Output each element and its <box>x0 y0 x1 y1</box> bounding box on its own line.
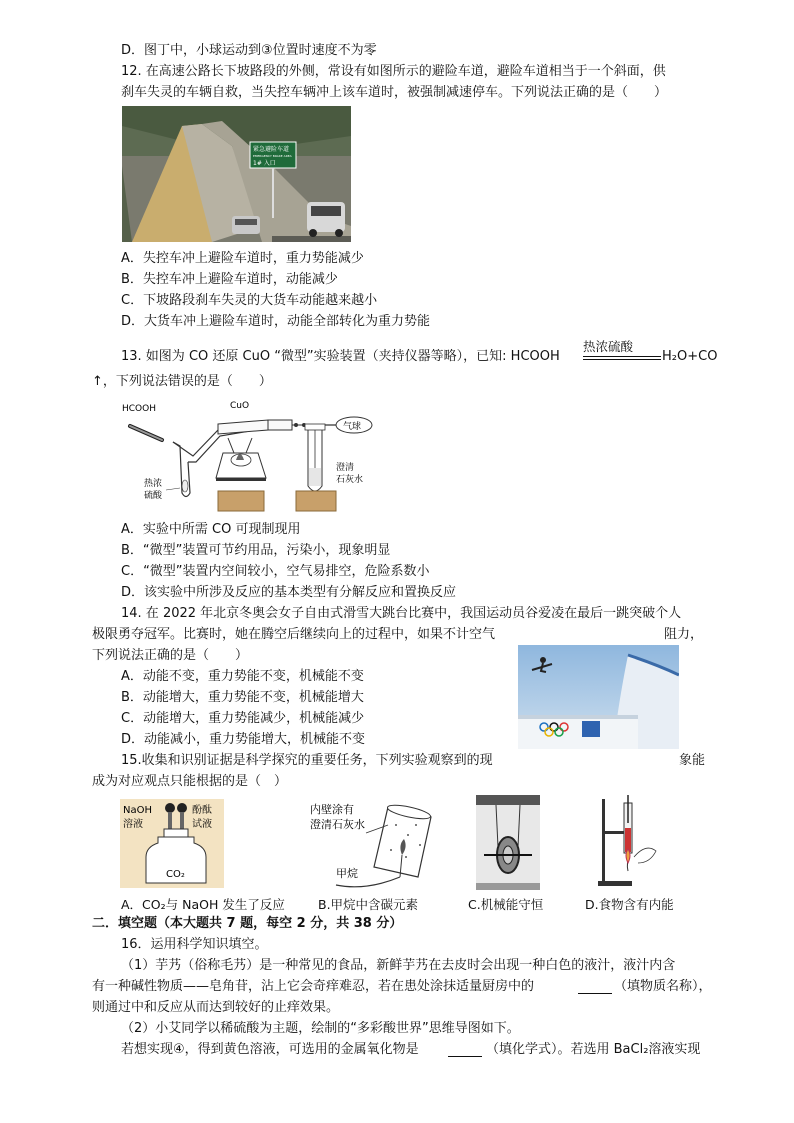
q14-stem-line2-tail: 阻力， <box>664 627 704 642</box>
ramp-sign-text1: 紧急避险车道 <box>253 146 290 153</box>
fig-a-naoh1: NaOH <box>123 805 152 816</box>
q14-option-a: A．动能不变，重力势能不变，机械能不变 <box>121 669 364 684</box>
q13-option-d: D．该实验中所涉及反应的基本类型有分解反应和置换反应 <box>121 585 457 600</box>
label-acid1: 热浓 <box>144 479 163 489</box>
q16-blank-2[interactable] <box>448 1044 482 1057</box>
q13-option-a: A．实验中所需 CO 可现制现用 <box>121 522 301 537</box>
q12-option-a: A．失控车冲上避险车道时，重力势能减少 <box>121 251 364 266</box>
section2-title: 二．填空题（本大题共 7 题，每空 2 分，共 38 分） <box>92 916 403 931</box>
q13-arrow-label: 热浓硫酸 <box>583 339 634 354</box>
q15-stem-line1-tail: 象能 <box>679 753 706 768</box>
q15-caption-c: C.机械能守恒 <box>468 897 544 912</box>
co-reduction-apparatus <box>118 398 378 513</box>
fig-a-phen1: 酚酞 <box>192 805 212 816</box>
ramp-sign-text3: 1# 入口 <box>253 160 276 167</box>
label-cuo: CuO <box>230 401 250 411</box>
q14-stem-line3: 下列说法正确的是（ ） <box>92 648 249 663</box>
q12-option-b: B．失控车冲上避险车道时，动能减少 <box>121 272 338 287</box>
label-lime1: 澄清 <box>336 463 355 473</box>
q14-stem-line1: 14. 在 2022 年北京冬奥会女子自由式滑雪大跳台比赛中，我国运动员谷爱凌在最后一跳突破个人 <box>121 606 682 621</box>
q14-stem-line2: 极限勇夺冠军。比赛时，她在腾空后继续向上的过程中，如果不计空气 <box>92 627 496 642</box>
fig-a-co2: CO₂ <box>166 869 185 880</box>
q15-caption-b: B.甲烷中含碳元素 <box>318 897 419 912</box>
q16-p3-line1-tail: （填化学式）。若选用 BaCl₂溶液实现 <box>486 1042 701 1057</box>
ski-jump-photo <box>518 645 679 749</box>
q16-intro: 16．运用科学知识填空。 <box>121 937 268 952</box>
q14-option-b: B．动能增大，重力势能不变，机械能增大 <box>121 690 364 705</box>
q16-p2-line1: （2）小艾同学以稀硫酸为主题，绘制的“多彩酸世界”思维导图如下。 <box>121 1021 520 1036</box>
fig-b-methane-beaker <box>296 795 446 893</box>
q16-p1-line2-tail: （填物质名称）， <box>614 979 712 994</box>
fig-a-phen2: 试液 <box>192 819 212 830</box>
label-hcooh: HCOOH <box>122 404 156 414</box>
q14-option-c: C．动能增大，重力势能减少，机械能减少 <box>121 711 365 726</box>
q12-stem-line2: 刹车失灵的车辆自救，当失控车辆冲上该车道时，被强制减速停车。下列说法正确的是（ ） <box>121 85 668 100</box>
label-lime2: 石灰水 <box>336 475 364 485</box>
fig-a-naoh2: 溶液 <box>123 819 143 830</box>
q15-caption-d: D.食物含有内能 <box>585 897 674 912</box>
q16-p3-line1: 若想实现④，得到黄色溶液，可选用的金属氧化物是 <box>121 1042 419 1057</box>
runaway-ramp-photo <box>122 106 351 242</box>
ramp-sign-text2: EMERGENCY BRAKE AREA <box>253 154 292 158</box>
q12-stem-line1: 12. 在高速公路长下坡路段的外侧，常设有如图所示的避险车道，避险车道相当于一个斜面，供 <box>121 64 666 79</box>
label-balloon: 气球 <box>343 422 362 432</box>
fig-b-l3: 甲烷 <box>336 867 358 880</box>
label-acid2: 硫酸 <box>144 491 163 501</box>
q13-products: H₂O+CO <box>662 349 718 364</box>
fig-c-maxwell-wheel <box>476 795 540 890</box>
q16-p1-line2: 有一种碱性物质——皂角苷，沾上它会奇痒难忍，若在患处涂抹适量厨房中的 <box>92 979 535 994</box>
q15-stem-line2: 成为对应观点只能根据的是（ ） <box>92 774 288 789</box>
q12-option-d: D．大货车冲上避险车道时，动能全部转化为重力势能 <box>121 314 431 329</box>
q16-p1-line1: （1）芋艿（俗称毛艿）是一种常见的食品，新鲜芋艿在去皮时会出现一种白色的液汁，液汁内含 <box>121 958 676 973</box>
q14-option-d: D．动能减小，重力势能增大，机械能不变 <box>121 732 366 747</box>
q16-p1-line3: 则通过中和反应从而达到较好的止痒效果。 <box>92 1000 340 1015</box>
q13-option-c: C．“微型”装置内空间较小，空气易排空，危险系数小 <box>121 564 430 579</box>
fig-d-food-burning <box>590 793 660 890</box>
q13-stem-line2: ↑，下列说法错误的是（ ） <box>92 374 272 389</box>
q13-stem-line1: 13. 如图为 CO 还原 CuO “微型”实验装置（夹持仪器等略），已知: HCOOH <box>121 349 560 364</box>
q11-option-d: D．图丁中，小球运动到③位置时速度不为零 <box>121 43 377 58</box>
q16-blank-1[interactable] <box>578 981 612 994</box>
fig-b-l1: 内壁涂有 <box>310 803 354 816</box>
q13-reaction-arrow <box>583 356 661 357</box>
fig-a-naoh-bottle <box>120 799 224 888</box>
q15-caption-a: A．CO₂与 NaOH 发生了反应 <box>121 897 285 912</box>
q12-option-c: C．下坡路段刹车失灵的大货车动能越来越小 <box>121 293 378 308</box>
fig-b-l2: 澄清石灰水 <box>310 818 365 831</box>
q13-reaction-arrow-2 <box>583 359 661 360</box>
q13-option-b: B．“微型”装置可节约用品，污染小，现象明显 <box>121 543 391 558</box>
q15-stem-line1: 15.收集和识别证据是科学探究的重要任务，下列实验观察到的现 <box>121 753 493 768</box>
